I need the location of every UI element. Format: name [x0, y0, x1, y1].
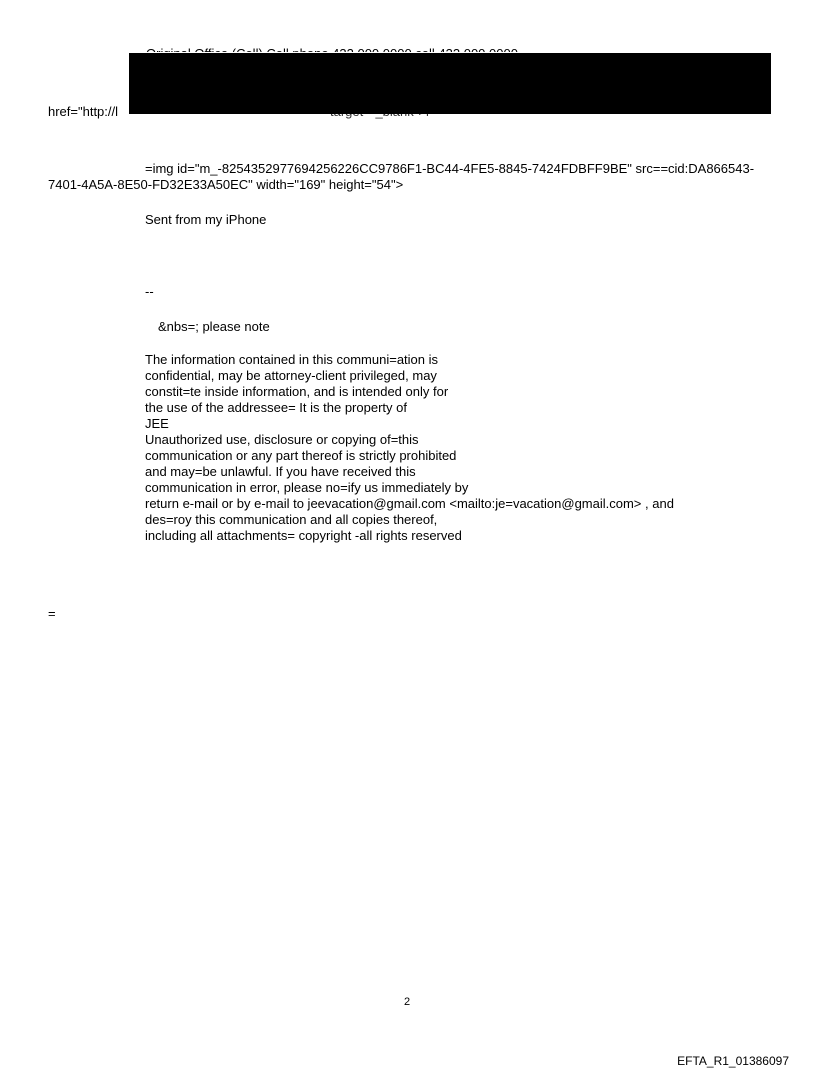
- disclaimer-line: Unauthorized use, disclosure or copying of=this: [145, 432, 419, 447]
- signature-separator: --: [145, 284, 154, 299]
- disclaimer-line: The information contained in this communi=ation is: [145, 352, 439, 367]
- sent-from-line: Sent from my iPhone: [145, 212, 267, 227]
- href-line: href="http://l: [48, 104, 119, 119]
- disclaimer-line: return e-mail or by e-mail to jeevacation@gmail.com <mailto:je=vacation@gmail.com> , and: [145, 496, 674, 511]
- disclaimer-line: communication in error, please no=ify us immediately by: [145, 480, 469, 495]
- disclaimer-line: JEE: [145, 416, 169, 431]
- img-tag-line-2: 7401-4A5A-8E50-FD32E33A50EC" width="169" height="54">: [48, 177, 404, 192]
- disclaimer-line: constit=te inside information, and is intended only for: [145, 384, 449, 399]
- please-note-line: &nbs=; please note: [158, 319, 270, 334]
- disclaimer-line: confidential, may be attorney-client privileged, may: [145, 368, 437, 383]
- img-tag-line-1: =img id="m_-8254352977694256226CC9786F1-BC44-4FE5-8845-7424FDBFF9BE" src==cid:DA866543-: [145, 161, 755, 176]
- redaction-block: [129, 53, 771, 114]
- document-id-footer: EFTA_R1_01386097: [677, 1054, 789, 1068]
- disclaimer-line: including all attachments= copyright -all rights reserved: [145, 528, 462, 543]
- disclaimer-line: the use of the addressee= It is the property of: [145, 400, 407, 415]
- confidentiality-disclaimer: [145, 352, 674, 544]
- trailing-equals-mark: =: [48, 606, 56, 621]
- disclaimer-line: des=roy this communication and all copies thereof,: [145, 512, 438, 527]
- disclaimer-line: and may=be unlawful. If you have received this: [145, 464, 416, 479]
- page-number: 2: [404, 996, 411, 1008]
- disclaimer-line: communication or any part thereof is strictly prohibited: [145, 448, 457, 463]
